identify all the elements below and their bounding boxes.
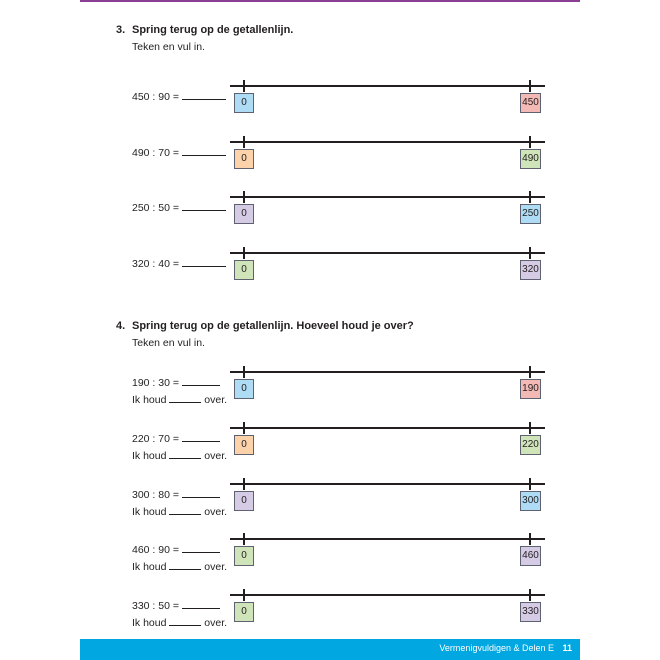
equation-text: 220 : 70 = [132, 433, 179, 445]
remainder-prefix: Ik houd [132, 394, 167, 406]
division-equation [132, 377, 220, 389]
answer-blank[interactable] [182, 202, 226, 211]
number-line [230, 538, 545, 540]
division-equation [132, 91, 226, 103]
remainder-suffix: over. [204, 506, 228, 518]
remainder-sentence [132, 394, 227, 406]
section-4-heading [116, 320, 414, 332]
start-tick [243, 589, 245, 601]
remainder-blank[interactable] [169, 394, 201, 403]
start-value-box: 0 [234, 260, 254, 280]
end-tick [529, 247, 531, 259]
end-value-box: 190 [520, 379, 541, 399]
start-tick [243, 366, 245, 378]
remainder-sentence [132, 561, 227, 573]
answer-blank[interactable] [182, 377, 220, 386]
end-value-box: 330 [520, 602, 541, 622]
division-equation [132, 600, 220, 612]
end-tick [529, 80, 531, 92]
division-equation [132, 489, 220, 501]
start-value-box: 0 [234, 602, 254, 622]
division-equation [132, 433, 220, 445]
section-3-title: Spring terug op de getallenlijn. [132, 24, 294, 36]
end-tick [529, 533, 531, 545]
footer-bar [80, 639, 580, 660]
section-3-heading [116, 24, 293, 36]
remainder-prefix: Ik houd [132, 617, 167, 629]
remainder-sentence [132, 506, 227, 518]
number-line [230, 371, 545, 373]
end-tick [529, 366, 531, 378]
start-tick [243, 247, 245, 259]
answer-blank[interactable] [182, 258, 226, 267]
equation-text: 490 : 70 = [132, 147, 179, 159]
remainder-suffix: over. [204, 394, 228, 406]
end-value-box: 220 [520, 435, 541, 455]
number-line [230, 427, 545, 429]
remainder-suffix: over. [204, 561, 228, 573]
section-4-title: Spring terug op de getallenlijn. Hoeveel houd je over? [132, 320, 414, 332]
equation-text: 460 : 90 = [132, 544, 179, 556]
end-value-box: 490 [520, 149, 541, 169]
section-3-instruction: Teken en vul in. [132, 41, 205, 53]
end-tick [529, 136, 531, 148]
end-value-box: 450 [520, 93, 541, 113]
section-3-number: 3. [116, 24, 126, 36]
remainder-sentence [132, 450, 227, 462]
start-tick [243, 478, 245, 490]
start-tick [243, 136, 245, 148]
remainder-blank[interactable] [169, 450, 201, 459]
division-equation [132, 147, 226, 159]
remainder-prefix: Ik houd [132, 450, 167, 462]
start-tick [243, 422, 245, 434]
end-value-box: 460 [520, 546, 541, 566]
start-value-box: 0 [234, 435, 254, 455]
end-tick [529, 478, 531, 490]
answer-blank[interactable] [182, 433, 220, 442]
equation-text: 190 : 30 = [132, 377, 179, 389]
start-tick [243, 533, 245, 545]
equation-text: 250 : 50 = [132, 202, 179, 214]
remainder-prefix: Ik houd [132, 561, 167, 573]
answer-blank[interactable] [182, 91, 226, 100]
page-number: 11 [562, 643, 572, 653]
number-line [230, 594, 545, 596]
remainder-blank[interactable] [169, 506, 201, 515]
section-4-instruction: Teken en vul in. [132, 337, 205, 349]
start-value-box: 0 [234, 491, 254, 511]
number-line [230, 85, 545, 87]
equation-text: 300 : 80 = [132, 489, 179, 501]
start-value-box: 0 [234, 546, 254, 566]
answer-blank[interactable] [182, 544, 220, 553]
footer-title: Vermenigvuldigen & Delen E [439, 643, 554, 653]
section-4-number: 4. [116, 320, 126, 332]
number-line [230, 252, 545, 254]
equation-text: 450 : 90 = [132, 91, 179, 103]
answer-blank[interactable] [182, 600, 220, 609]
start-value-box: 0 [234, 204, 254, 224]
division-equation [132, 258, 226, 270]
top-rule [80, 0, 580, 2]
remainder-prefix: Ik houd [132, 506, 167, 518]
start-value-box: 0 [234, 379, 254, 399]
answer-blank[interactable] [182, 147, 226, 156]
remainder-blank[interactable] [169, 617, 201, 626]
remainder-suffix: over. [204, 617, 228, 629]
equation-text: 320 : 40 = [132, 258, 179, 270]
start-value-box: 0 [234, 93, 254, 113]
remainder-sentence [132, 617, 227, 629]
answer-blank[interactable] [182, 489, 220, 498]
division-equation [132, 544, 220, 556]
division-equation [132, 202, 226, 214]
end-value-box: 250 [520, 204, 541, 224]
equation-text: 330 : 50 = [132, 600, 179, 612]
number-line [230, 483, 545, 485]
remainder-blank[interactable] [169, 561, 201, 570]
remainder-suffix: over. [204, 450, 228, 462]
end-tick [529, 589, 531, 601]
end-value-box: 300 [520, 491, 541, 511]
start-value-box: 0 [234, 149, 254, 169]
end-value-box: 320 [520, 260, 541, 280]
start-tick [243, 80, 245, 92]
end-tick [529, 191, 531, 203]
number-line [230, 196, 545, 198]
end-tick [529, 422, 531, 434]
start-tick [243, 191, 245, 203]
number-line [230, 141, 545, 143]
